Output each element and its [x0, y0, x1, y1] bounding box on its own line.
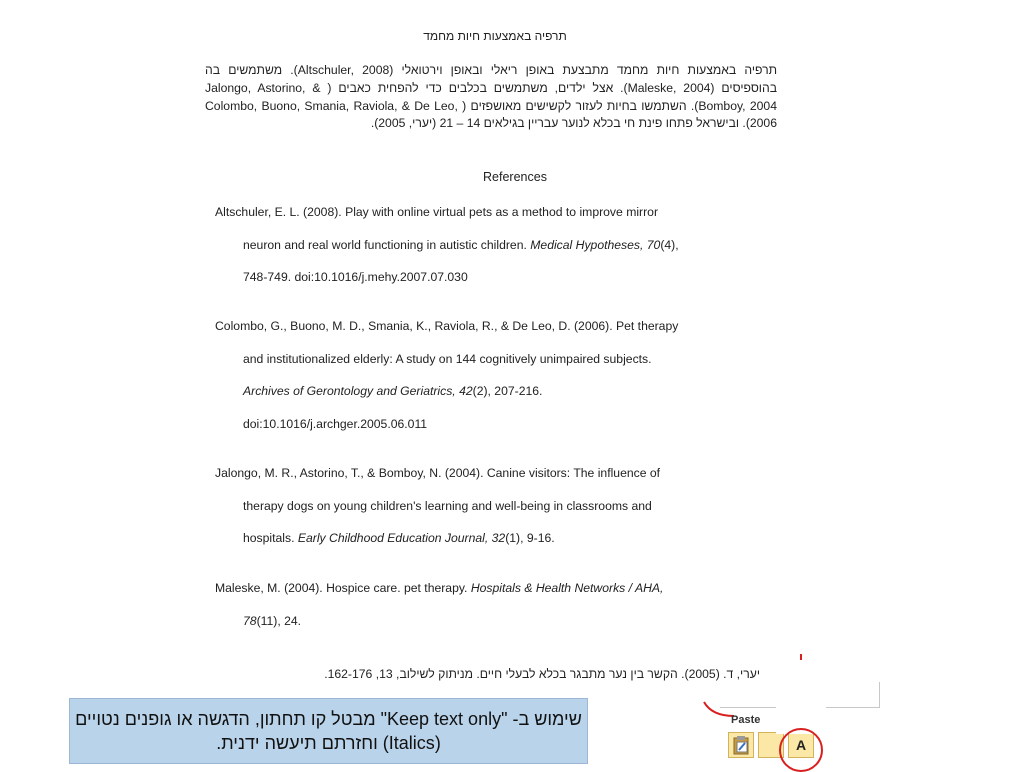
reference-line: and institutionalized elderly: A study on 144 cognitively unimpaired subjects.	[243, 351, 652, 366]
reference-maleske	[215, 572, 775, 637]
reference-line: Altschuler, E. L. (2008). Play with online virtual pets as a method to improve mirror	[215, 205, 659, 219]
reference-line: hospitals. Early Childhood Education Journal, 32(1), 9-16.	[243, 531, 555, 545]
reference-line: doi:10.1016/j.archger.2005.06.011	[243, 416, 428, 431]
reference-line: Jalongo, M. R., Astorino, T., & Bomboy, N. (2004). Canine visitors: The influence of	[215, 466, 661, 480]
reference-line: neuron and real world functioning in autistic children. Medical Hypotheses, 70(4),	[243, 237, 679, 252]
reference-colombo	[215, 310, 775, 440]
reference-altschuler	[215, 196, 775, 294]
reference-line: 78(11), 24.	[243, 613, 302, 628]
keep-text-only-button[interactable]: A	[788, 732, 814, 758]
callout-note: שימוש ב- "Keep text only" מבטל קו תחתון, הדגשה או גופנים נטויים (Italics) וחזרתם תיעשה ידנית.	[69, 698, 588, 764]
reference-line: therapy dogs on young children's learning and well-being in classrooms and	[243, 498, 652, 513]
paste-options-label: Paste	[731, 714, 761, 726]
red-marker	[800, 654, 802, 660]
clipboard-icon	[732, 735, 750, 755]
hebrew-paragraph: תרפיה באמצעות חיות מחמד מתבצעת באופן ריאלי ובאופן וירטואלי (Altschuler, 2008). משתמשים בה בהוספיסים (Maleske, 2004). אצל ילדים, משתמשים בכלבים כדי להפחית כאבים ( Jalongo, Astorino, & Bomboy, 2004). השתמשו בחיות לעזור לקשישים מאושפזים ( Colombo, Buono, Smania, Raviola, & De Leo, 2006). ובישראל פתחו פינת חי בכלא לנוער עבריין בגילאים 14 – 21 (יערי, 2005).	[205, 63, 777, 131]
reference-line: 748-749. doi:10.1016/j.mehy.2007.07.030	[243, 270, 468, 284]
reference-jalongo	[215, 457, 775, 555]
keep-source-formatting-button[interactable]	[728, 732, 754, 758]
reference-line: Archives of Gerontology and Geriatrics, 42(2), 207-216.	[243, 384, 543, 398]
reference-line: Colombo, G., Buono, M. D., Smania, K., Raviola, R., & De Leo, D. (2006). Pet therapy	[215, 319, 679, 333]
references-heading: References	[483, 170, 547, 184]
highlight-ring	[779, 728, 823, 772]
hebrew-reference: יערי, ד. (2005). הקשר בין נער מתבגר בכלא לבעלי חיים. מניתוק לשילוב, 13, 162-176.	[324, 667, 760, 681]
reference-line: Maleske, M. (2004). Hospice care. pet therapy. Hospitals & Health Networks / AHA,	[215, 581, 664, 595]
paste-panel-border	[720, 682, 880, 708]
document-title: תרפיה באמצעות חיות מחמד	[423, 29, 567, 43]
